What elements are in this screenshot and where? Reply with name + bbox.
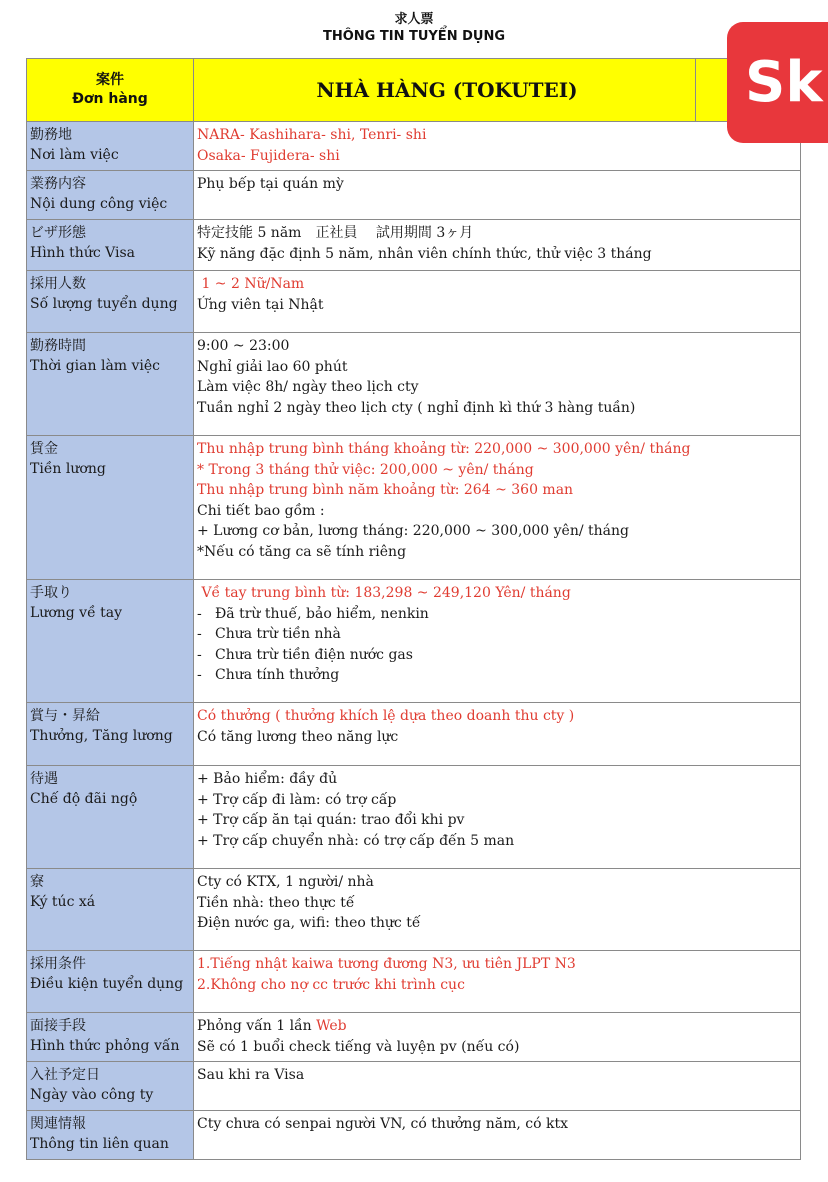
label-jp: 業務内容 — [30, 176, 86, 192]
conditions-line: 2.Không cho nợ cc trước khi trình cục — [197, 976, 465, 993]
start-date-line: Sau khi ra Visa — [197, 1067, 305, 1083]
label-vn: Hình thức phỏng vấn — [30, 1038, 180, 1054]
salary-line: Chi tiết bao gồm : — [197, 502, 325, 519]
row-dorm — [27, 869, 801, 951]
bonus-line: Có tăng lương theo năng lực — [197, 728, 399, 745]
dorm-line: Tiền nhà: theo thực tế — [197, 894, 355, 911]
takehome-line: Chưa trừ tiền điện nước gas — [215, 646, 413, 663]
benefits-line: + Bảo hiểm: đầy đủ — [197, 771, 338, 787]
interview-line: Sẽ có 1 buổi check tiếng và luyện pv (nếu có) — [197, 1038, 520, 1055]
visa-line: Kỹ năng đặc định 5 năm, nhân viên chính thức, thử việc 3 tháng — [197, 245, 652, 262]
order-label-cell — [27, 59, 194, 122]
salary-line: * Trong 3 tháng thử việc: 200,000 ~ yên/ tháng — [197, 461, 534, 478]
headcount-line: 1 ~ 2 Nữ/Nam — [197, 276, 305, 292]
label-jp: 待遇 — [30, 771, 58, 787]
label-vn: Nơi làm việc — [30, 147, 119, 163]
benefits-line: + Trợ cấp chuyển nhà: có trợ cấp đến 5 man — [197, 832, 515, 849]
row-benefits — [27, 766, 801, 869]
salary-line: Thu nhập trung bình năm khoảng từ: 264 ~ 360 man — [197, 482, 574, 498]
conditions-line: 1.Tiếng nhật kaiwa tương đương N3, ưu tiên JLPT N3 — [197, 956, 576, 972]
label-jp: 勤務時間 — [30, 338, 86, 354]
document-title-vn: THÔNG TIN TUYỂN DỤNG — [322, 29, 505, 44]
label-jp: 面接手段 — [30, 1018, 86, 1034]
label-vn: Ký túc xá — [30, 894, 96, 910]
benefits-line: + Trợ cấp ăn tại quán: trao đổi khi pv — [197, 812, 465, 828]
hours-line: Tuần nghỉ 2 ngày theo lịch cty ( nghỉ định kì thứ 3 hàng tuần) — [197, 399, 636, 416]
label-jp: 採用人数 — [30, 276, 86, 292]
order-label-vn: Đơn hàng — [72, 91, 148, 107]
salary-line: *Nếu có tăng ca sẽ tính riêng — [197, 543, 407, 560]
label-vn: Nội dung công việc — [30, 196, 168, 212]
related-line: Cty chưa có senpai người VN, có thưởng năm, có ktx — [197, 1116, 569, 1132]
takehome-line: Về tay trung bình từ: 183,298 ~ 249,120 Yên/ tháng — [197, 585, 571, 601]
interview-line: Phỏng vấn 1 lần — [197, 1018, 317, 1034]
visa-line: 特定技能 5 năm 正社員 試用期間 3ヶ月 — [197, 225, 474, 241]
order-title: NHÀ HÀNG (TOKUTEI) — [316, 78, 578, 102]
salary-line: + Lương cơ bản, lương tháng: 220,000 ~ 300,000 yên/ tháng — [197, 523, 629, 539]
job-content-line: Phụ bếp tại quán mỳ — [197, 176, 344, 192]
label-vn: Thưởng, Tăng lương — [30, 728, 173, 744]
hours-line: Làm việc 8h/ ngày theo lịch cty — [197, 379, 419, 395]
row-bonus — [27, 703, 801, 766]
dash-bullet: - — [197, 605, 202, 622]
label-jp: 採用条件 — [30, 956, 86, 972]
row-salary — [27, 436, 801, 580]
salary-line: Thu nhập trung bình tháng khoảng từ: 220,000 ~ 300,000 yên/ tháng — [197, 441, 691, 457]
row-start-date — [27, 1062, 801, 1111]
label-jp: ビザ形態 — [30, 225, 86, 241]
label-vn: Thời gian làm việc — [30, 358, 161, 374]
label-vn: Số lượng tuyển dụng — [30, 296, 178, 312]
label-vn: Tiền lương — [30, 461, 106, 477]
takehome-line: Đã trừ thuế, bảo hiểm, nenkin — [215, 605, 429, 622]
label-jp: 勤務地 — [30, 127, 72, 143]
label-jp: 入社予定日 — [30, 1067, 100, 1083]
document-title-jp: 求人票 — [394, 12, 434, 27]
label-vn: Hình thức Visa — [30, 245, 135, 261]
label-jp: 寮 — [30, 874, 44, 890]
order-row — [27, 59, 801, 122]
hours-line: Nghỉ giải lao 60 phút — [197, 358, 348, 375]
hours-line: 9:00 ~ 23:00 — [197, 338, 290, 354]
benefits-line: + Trợ cấp đi làm: có trợ cấp — [197, 791, 397, 808]
order-value-cell — [194, 59, 801, 122]
row-related — [27, 1111, 801, 1160]
dash-bullet: - — [197, 667, 202, 683]
dorm-line: Điện nước ga, wifi: theo thực tế — [197, 915, 421, 931]
label-jp: 関連情報 — [30, 1116, 86, 1132]
row-hours — [27, 333, 801, 436]
sk-logo-badge: Sk — [727, 22, 828, 143]
label-vn: Điều kiện tuyển dụng — [30, 976, 184, 992]
dorm-line: Cty có KTX, 1 người/ nhà — [197, 874, 374, 890]
label-vn: Lương về tay — [30, 605, 123, 621]
row-headcount — [27, 271, 801, 333]
takehome-line: Chưa tính thưởng — [215, 667, 340, 683]
order-label-jp: 案件 — [96, 72, 124, 88]
header-divider — [695, 59, 696, 121]
row-job-content — [27, 171, 801, 220]
location-line: Osaka- Fujidera- shi — [197, 147, 340, 164]
label-jp: 賃金 — [30, 441, 58, 457]
row-interview — [27, 1013, 801, 1062]
label-jp: 賞与・昇給 — [30, 708, 100, 724]
takehome-line: Chưa trừ tiền nhà — [215, 626, 341, 642]
row-visa — [27, 220, 801, 271]
job-info-table — [26, 58, 801, 1160]
row-conditions — [27, 951, 801, 1013]
row-location — [27, 122, 801, 171]
dash-bullet: - — [197, 646, 202, 663]
row-takehome — [27, 580, 801, 703]
headcount-line: Ứng viên tại Nhật — [197, 296, 324, 313]
label-vn: Thông tin liên quan — [30, 1136, 169, 1152]
bonus-line: Có thưởng ( thưởng khích lệ dựa theo doanh thu cty ) — [197, 708, 575, 724]
location-line: NARA- Kashihara- shi, Tenri- shi — [197, 127, 427, 143]
label-jp: 手取り — [30, 585, 72, 601]
label-vn: Ngày vào công ty — [30, 1087, 154, 1103]
label-vn: Chế độ đãi ngộ — [30, 791, 138, 807]
dash-bullet: - — [197, 626, 202, 642]
interview-web: Web — [316, 1018, 347, 1034]
